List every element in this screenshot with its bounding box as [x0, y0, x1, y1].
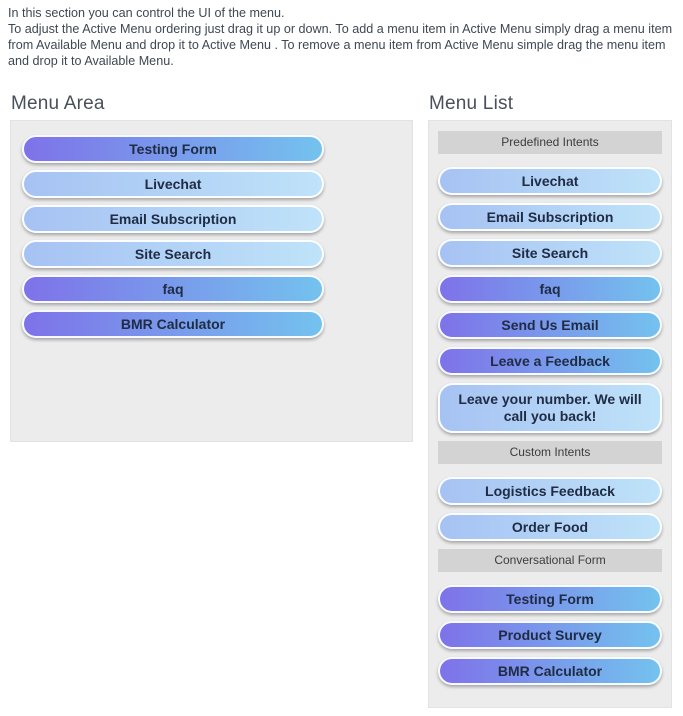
menu-item-pill[interactable]: faq: [22, 275, 324, 303]
intro-line-1: In this section you can control the UI of the menu.: [8, 6, 285, 20]
menu-item-pill[interactable]: Site Search: [438, 239, 662, 267]
menu-item-pill[interactable]: Product Survey: [438, 621, 662, 649]
menu-area-title: Menu Area: [11, 93, 105, 114]
menu-area-panel[interactable]: [10, 120, 413, 442]
menu-item-pill[interactable]: Testing Form: [22, 135, 324, 163]
menu-item-pill[interactable]: Email Subscription: [438, 203, 662, 231]
menu-item-pill[interactable]: BMR Calculator: [438, 657, 662, 685]
menu-item-pill[interactable]: Livechat: [22, 170, 324, 198]
menu-list-panel[interactable]: [428, 120, 672, 708]
menu-item-pill[interactable]: BMR Calculator: [22, 310, 324, 338]
menu-list-title: Menu List: [429, 93, 514, 114]
menu-item-pill[interactable]: Logistics Feedback: [438, 477, 662, 505]
menu-item-pill[interactable]: Testing Form: [438, 585, 662, 613]
menu-item-pill[interactable]: Email Subscription: [22, 205, 324, 233]
menu-config-columns: [0, 93, 683, 708]
menu-item-pill[interactable]: faq: [438, 275, 662, 303]
menu-item-pill[interactable]: Leave your number. We will call you back!: [438, 383, 662, 433]
menu-item-pill[interactable]: Order Food: [438, 513, 662, 541]
menu-list-column: [428, 93, 672, 708]
section-header: Conversational Form: [438, 549, 662, 572]
menu-item-pill[interactable]: Livechat: [438, 167, 662, 195]
menu-item-pill[interactable]: Site Search: [22, 240, 324, 268]
intro-text: [8, 5, 680, 69]
section-header: Predefined Intents: [438, 131, 662, 154]
menu-item-pill[interactable]: Leave a Feedback: [438, 347, 662, 375]
menu-item-pill[interactable]: Send Us Email: [438, 311, 662, 339]
intro-line-2: To adjust the Active Menu ordering just drag it up or down. To add a menu item in Active Menu simply drag a menu item from Available Menu and drop it to Active Menu . To remove a menu item from Active Menu simple drag the menu item and drop it to Available Menu.: [8, 22, 673, 68]
menu-area-column: [10, 93, 413, 442]
section-header: Custom Intents: [438, 441, 662, 464]
